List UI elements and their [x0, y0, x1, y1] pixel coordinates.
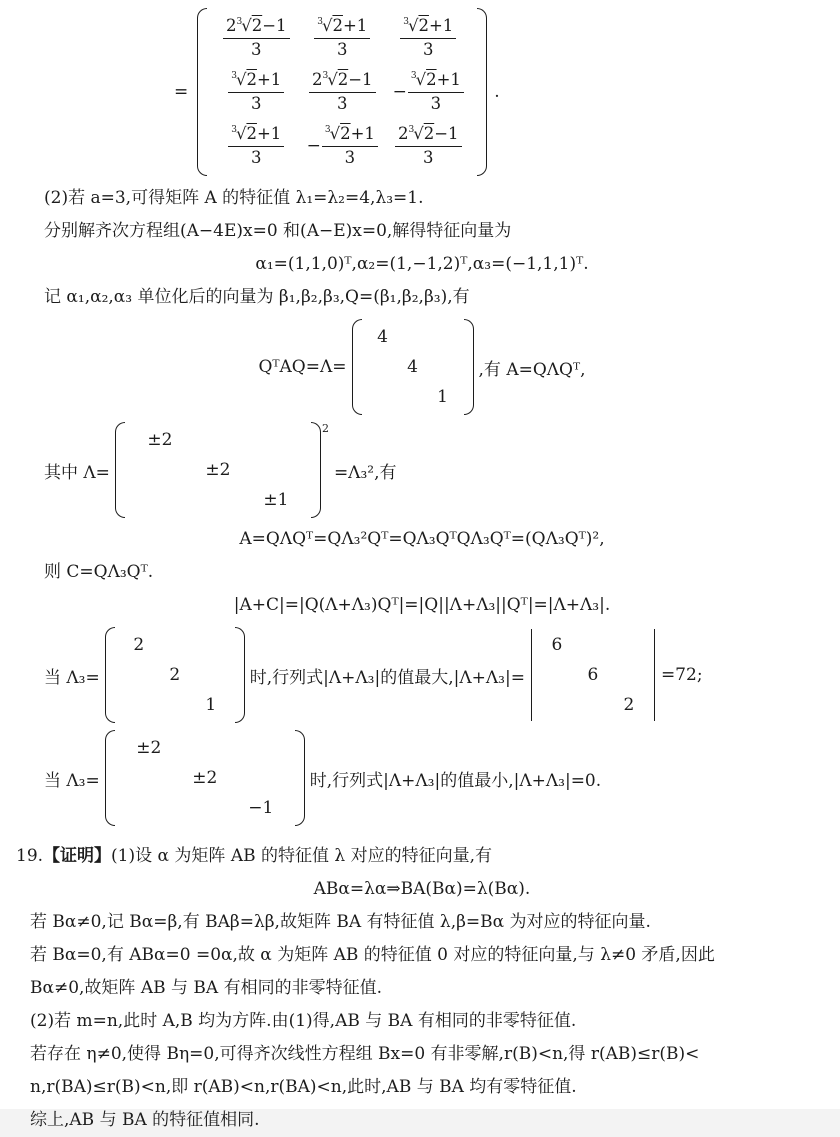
- right-paren: [235, 627, 245, 723]
- eq-diagonalization: [16, 317, 828, 417]
- problem-number: 19.: [16, 846, 44, 866]
- numerator: $^3$√2+1: [228, 124, 284, 147]
- denominator: 3: [422, 39, 434, 59]
- matrix-cell: 6: [587, 665, 599, 685]
- line-solve-systems: 分别解齐次方程组(A−4E)x=0 和(A−E)x=0,解得特征向量为: [44, 221, 512, 241]
- numerator: $^3$√2+1: [314, 16, 370, 39]
- fraction: [395, 124, 462, 168]
- root-index: 3: [236, 17, 243, 28]
- fraction: [400, 16, 456, 60]
- p19-line-5: 若存在 η≠0,使得 Bη=0,可得齐次线性方程组 Bx=0 有非零解,r(B)<n,得 r(AB)≤r(B)<: [30, 1044, 700, 1064]
- sentence-period: .: [494, 82, 500, 102]
- radicand: 2: [426, 69, 437, 89]
- cube-root: $^3$√2: [317, 15, 343, 35]
- line-then-c: 则 C=QΛ₃Qᵀ.: [44, 562, 154, 582]
- eq-lambda-definition: [16, 420, 828, 520]
- case-max-result: =72;: [660, 665, 703, 685]
- right-paren: [295, 730, 305, 826]
- problem19-heading: [16, 840, 828, 873]
- matrix-cell: [314, 16, 370, 60]
- lambda3-max-matrix: [105, 627, 245, 723]
- case-minimum: [16, 728, 828, 828]
- matrix-cell: 6: [551, 635, 563, 655]
- matrix-grid: [125, 422, 311, 518]
- left-paren: [197, 8, 207, 176]
- denominator: 3: [250, 93, 262, 113]
- eq-eigenvectors: α₁=(1,1,0)ᵀ,α₂=(1,−1,2)ᵀ,α₃=(−1,1,1)ᵀ.: [255, 254, 589, 274]
- matrix-cell: −1: [248, 798, 274, 818]
- minus-sign: −: [306, 136, 321, 156]
- numerator: $^3$√2+1: [408, 70, 464, 93]
- case-min-result: 时,行列式|Λ+Λ₃|的值最小,|Λ+Λ₃|=0.: [309, 770, 602, 791]
- lambda-diagonal-matrix: [352, 319, 474, 415]
- matrix-cell: [307, 124, 378, 168]
- right-paren: [311, 422, 321, 518]
- radicand: 2: [418, 15, 429, 35]
- matrix-grid: [115, 730, 295, 826]
- matrix-cell: ±2: [205, 460, 231, 480]
- eq-determinant-identity: |A+C|=|Q(Λ+Λ₃)Qᵀ|=|Q||Λ+Λ₃||Qᵀ|=|Λ+Λ₃|.: [233, 595, 611, 615]
- matrix-exponent: 2: [321, 422, 329, 435]
- fraction: [223, 16, 290, 60]
- matrix-cell: 2: [169, 665, 181, 685]
- matrix-cell: ±1: [263, 490, 289, 510]
- root-index: 3: [231, 71, 237, 82]
- lambda-pm-matrix: [115, 422, 329, 518]
- eq-lambda-lhs: 其中 Λ=: [44, 462, 110, 483]
- matrix-cell: [400, 16, 456, 60]
- p19-eq-main: ABα=λα⇒BA(Bα)=λ(Bα).: [313, 879, 531, 899]
- numerator: $2^3√2-1$: [309, 70, 376, 93]
- right-paren: [464, 319, 474, 415]
- radicand: 2: [337, 69, 349, 89]
- left-paren: [105, 730, 115, 826]
- case-max-lhs: 当 Λ₃=: [44, 667, 100, 688]
- matrix-cell: 4: [377, 327, 388, 347]
- p19-line-1: 若 Bα≠0,记 Bα=β,有 BAβ=λβ,故矩阵 BA 有特征值 λ,β=Bα 为对应的特征向量.: [30, 912, 651, 932]
- root-index: 3: [408, 125, 415, 136]
- p19-line-3: Bα≠0,故矩阵 AB 与 BA 有相同的非零特征值.: [30, 978, 382, 998]
- denominator: 3: [336, 93, 348, 113]
- result-matrix: [197, 8, 487, 176]
- matrix-cell: [309, 70, 376, 114]
- left-paren: [105, 627, 115, 723]
- fraction: [309, 70, 376, 114]
- matrix-cell: 4: [407, 357, 418, 377]
- fraction: [314, 16, 370, 60]
- root-index: 3: [317, 17, 323, 28]
- eq-diagonalization-rhs: ,有 A=QΛQᵀ,: [478, 359, 586, 380]
- numerator: $^3$√2+1: [228, 70, 284, 93]
- fraction: [408, 70, 464, 114]
- case-maximum: [16, 625, 828, 725]
- matrix-grid: [362, 319, 464, 415]
- lambda3-min-matrix: [105, 730, 305, 826]
- matrix-cell: [393, 70, 464, 114]
- root-index: 3: [231, 125, 237, 136]
- result-matrix-equation: [174, 6, 828, 178]
- matrix-grid: [533, 627, 653, 723]
- root-index: 3: [322, 71, 329, 82]
- fraction: [228, 70, 284, 114]
- line-normalize: 记 α₁,α₂,α₃ 单位化后的向量为 β₁,β₂,β₃,Q=(β₁,β₂,β₃),有: [44, 287, 470, 307]
- case-max-mid: 时,行列式|Λ+Λ₃|的值最大,|Λ+Λ₃|=: [249, 667, 525, 688]
- problem-19: [16, 840, 828, 1137]
- numerator: $2^3√2-1$: [395, 124, 462, 147]
- cube-root: $^3$√2: [324, 123, 351, 143]
- cube-root: $^3$√2: [231, 69, 257, 89]
- numerator: $2^3√2-1$: [223, 16, 290, 39]
- matrix-cell: [395, 124, 462, 168]
- denominator: 3: [344, 147, 356, 167]
- part2-solution: [16, 6, 828, 828]
- p19-line-4: (2)若 m=n,此时 A,B 均为方阵.由(1)得,AB 与 BA 有相同的非零特征值.: [30, 1011, 577, 1031]
- cube-root: $^3$√2: [236, 15, 263, 35]
- problem19-intro: (1)设 α 为矩阵 AB 的特征值 λ 对应的特征向量,有: [111, 846, 492, 866]
- denominator: 3: [430, 93, 442, 113]
- eq-lambda-rhs: =Λ₃²,有: [333, 462, 397, 483]
- matrix-grid: [115, 627, 235, 723]
- cube-root: $^3$√2: [322, 69, 349, 89]
- radicand: 2: [340, 123, 351, 143]
- matrix-cell: [223, 16, 290, 60]
- matrix-cell: ±2: [192, 768, 218, 788]
- fraction: [228, 124, 284, 168]
- eq-a-factorization: A=QΛQᵀ=QΛ₃²Qᵀ=QΛ₃QᵀQΛ₃Qᵀ=(QΛ₃Qᵀ)²,: [239, 529, 605, 549]
- p19-line-2: 若 Bα=0,有 ABα=0 =0α,故 α 为矩阵 AB 的特征值 0 对应的特征向量,与 λ≠0 矛盾,因此: [30, 945, 715, 965]
- matrix-cell: [228, 124, 284, 168]
- left-paren: [115, 422, 125, 518]
- matrix-cell: 2: [133, 635, 145, 655]
- cube-root: $^3$√2: [410, 69, 437, 89]
- denominator: 3: [250, 147, 262, 167]
- denominator: 3: [336, 39, 348, 59]
- denominator: 3: [422, 147, 434, 167]
- cube-root: $^3$√2: [231, 123, 257, 143]
- radicand: 2: [246, 123, 257, 143]
- proof-label: 【证明】: [43, 846, 112, 866]
- matrix-cell: 2: [623, 695, 635, 715]
- numerator: $^3$√2+1: [400, 16, 456, 39]
- fraction: [322, 124, 378, 168]
- matrix-cell: 1: [437, 387, 448, 407]
- radicand: 2: [423, 123, 435, 143]
- root-index: 3: [410, 71, 417, 82]
- root-index: 3: [324, 125, 331, 136]
- p19-line-6: n,r(BA)≤r(B)<n,即 r(AB)<n,r(BA)<n,此时,AB 与 BA 均有零特征值.: [30, 1077, 577, 1097]
- right-paren: [477, 8, 487, 176]
- determinant-bar-right: [654, 629, 655, 721]
- line-eigenvalues: (2)若 a=3,可得矩阵 A 的特征值 λ₁=λ₂=4,λ₃=1.: [44, 188, 424, 208]
- left-paren: [352, 319, 362, 415]
- p19-line-7: 综上,AB 与 BA 的特征值相同.: [30, 1110, 260, 1130]
- cube-root: $^3$√2: [408, 123, 435, 143]
- eq-diagonalization-lhs: QᵀAQ=Λ=: [258, 357, 347, 377]
- equals-sign: =: [174, 82, 189, 102]
- numerator: $^3$√2+1: [322, 124, 378, 147]
- determinant-662: [530, 627, 656, 723]
- matrix-cell: [228, 70, 284, 114]
- case-min-lhs: 当 Λ₃=: [44, 770, 100, 791]
- matrix-cell: 1: [205, 695, 217, 715]
- root-index: 3: [403, 17, 409, 28]
- matrix-cell: ±2: [147, 430, 173, 450]
- matrix-grid: [207, 8, 477, 176]
- radicand: 2: [251, 15, 263, 35]
- minus-sign: −: [392, 82, 407, 102]
- matrix-cell: ±2: [136, 738, 162, 758]
- cube-root: $^3$√2: [403, 15, 429, 35]
- radicand: 2: [332, 15, 343, 35]
- denominator: 3: [250, 39, 262, 59]
- determinant-bar-left: [531, 629, 532, 721]
- radicand: 2: [246, 69, 257, 89]
